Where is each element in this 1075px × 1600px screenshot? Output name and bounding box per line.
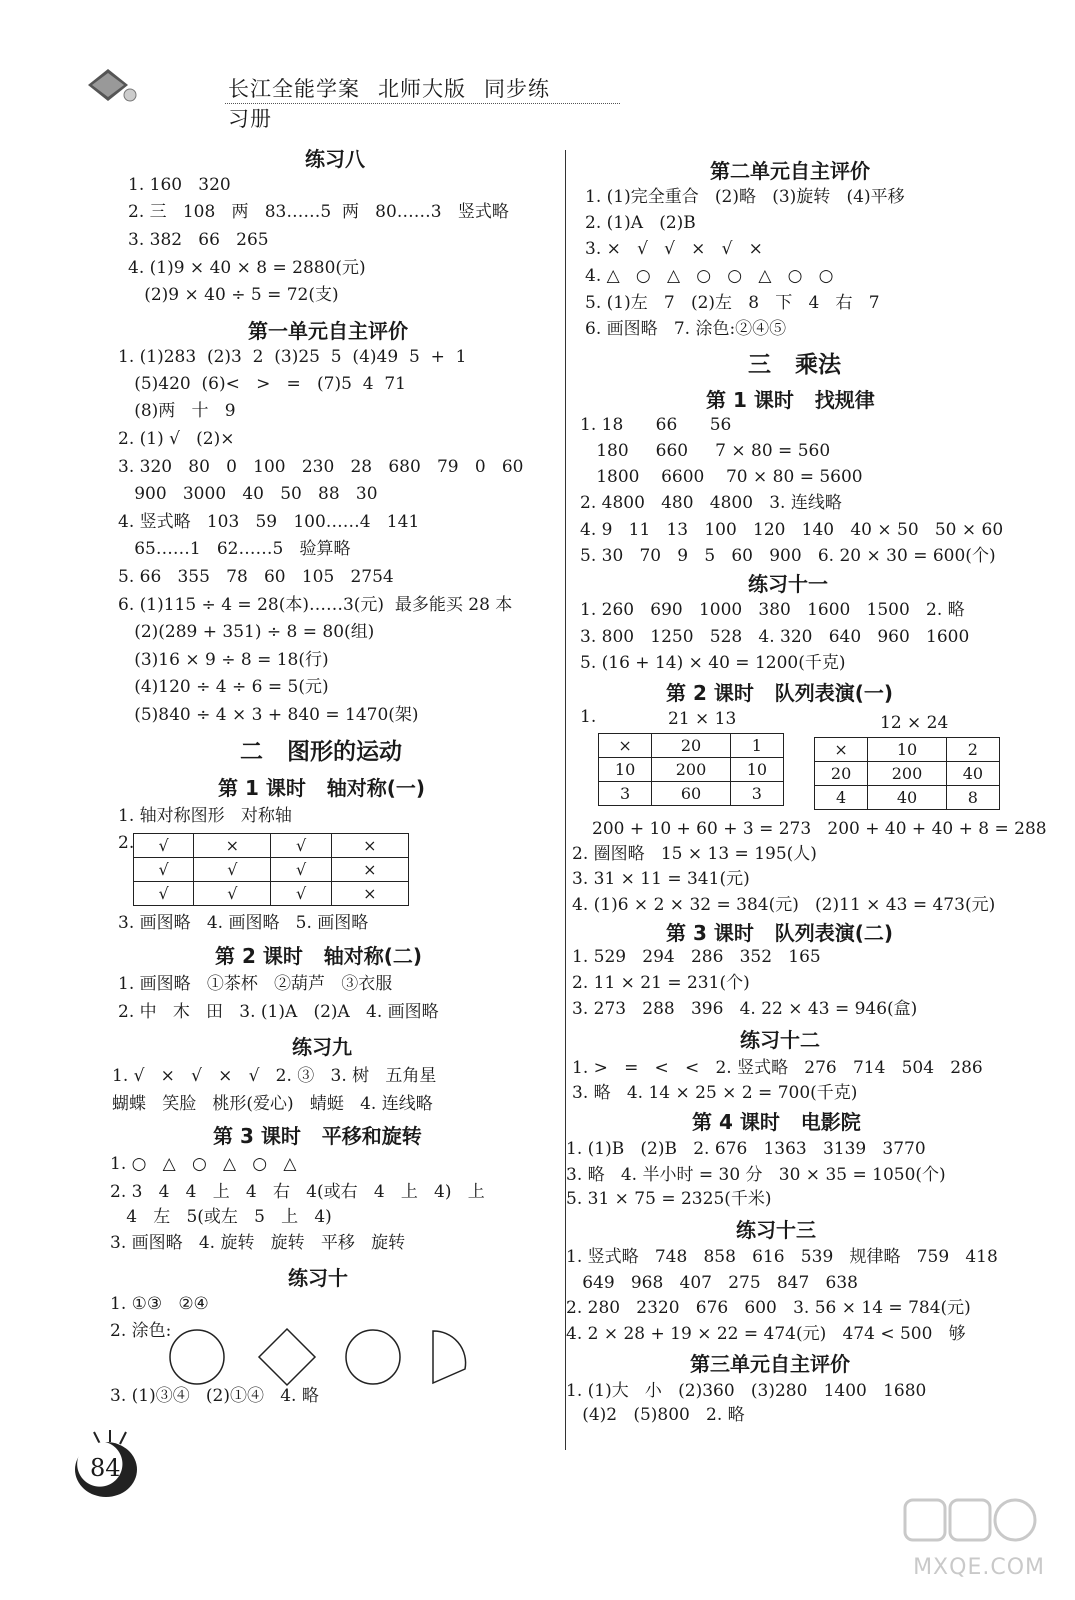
circle-shape bbox=[170, 1330, 224, 1384]
table-cell: √ bbox=[134, 882, 194, 906]
answer-line: (2)9 × 40 ÷ 5 = 72(支) bbox=[128, 285, 339, 305]
watermark-logo-icon bbox=[895, 1490, 1045, 1550]
table-cell: 8 bbox=[946, 786, 999, 810]
section-title-ex11: 练习十一 bbox=[748, 572, 828, 596]
lesson-title-r2: 第 2 课时 队列表演(一) bbox=[666, 681, 894, 705]
answer-line: 2. 三 108 两 83……5 两 80……3 竖式略 bbox=[128, 202, 509, 222]
answer-line: 3. 略 4. 半小时 = 30 分 30 × 35 = 1050(个) bbox=[566, 1165, 946, 1185]
book-logo-icon bbox=[78, 65, 138, 107]
circle-shape-2 bbox=[346, 1330, 400, 1384]
header-edition: 北师大版 bbox=[378, 77, 466, 101]
answer-line: 3. 273 288 396 4. 22 × 43 = 946(盒) bbox=[572, 999, 918, 1019]
answer-line: 6. 画图略 7. 涂色:②④⑤ bbox=[585, 319, 787, 339]
multiplication-table-1 bbox=[598, 733, 784, 806]
answer-line: 200 + 10 + 60 + 3 = 273 200 + 40 + 40 + 8 = 288 bbox=[592, 819, 1047, 839]
answer-line: 1. (1)283 (2)3 2 (3)25 5 (4)49 5 + 1 bbox=[118, 347, 467, 367]
answer-line: 2. (1)A (2)B bbox=[585, 213, 696, 233]
answer-line: 4. (1)9 × 40 × 8 = 2880(元) bbox=[128, 258, 366, 278]
answer-line: 4. 9 11 13 100 120 140 40 × 50 50 × 60 bbox=[580, 520, 1004, 540]
answer-label: 2. bbox=[118, 833, 135, 853]
answer-line: 3. 31 × 11 = 341(元) bbox=[572, 869, 750, 889]
answer-line: (3)16 × 9 ÷ 8 = 18(行) bbox=[118, 650, 329, 670]
table-cell: 4 bbox=[815, 786, 868, 810]
header-divider bbox=[225, 103, 620, 104]
table-cell: 40 bbox=[946, 762, 999, 786]
chapter-title-3: 三 乘法 bbox=[748, 352, 842, 378]
table-cell: 60 bbox=[652, 782, 731, 806]
answer-line: (5)840 ÷ 4 × 3 + 840 = 1470(架) bbox=[118, 705, 419, 725]
section-title-unit1: 第一单元自主评价 bbox=[248, 319, 408, 343]
answer-line: (4)2 (5)800 2. 略 bbox=[566, 1405, 745, 1425]
answer-line: 1. 529 294 286 352 165 bbox=[572, 947, 821, 967]
answer-line: 3. 画图略 4. 画图略 5. 画图略 bbox=[118, 913, 369, 933]
table-cell: √ bbox=[194, 882, 271, 906]
watermark-text: MXQE.COM bbox=[913, 1555, 1045, 1580]
answer-line: (8)两 十 9 bbox=[118, 401, 236, 421]
answer-line: 1800 6600 70 × 80 = 5600 bbox=[580, 467, 863, 487]
table-cell: × bbox=[331, 834, 408, 858]
table-cell: 20 bbox=[652, 734, 731, 758]
equation-label: 12 × 24 bbox=[880, 713, 949, 733]
table-row bbox=[815, 738, 1000, 762]
answer-line: 3. 382 66 265 bbox=[128, 230, 269, 250]
answer-line: 1. 18 66 56 bbox=[580, 415, 732, 435]
section-title-ex12: 练习十二 bbox=[740, 1028, 820, 1052]
table-cell: 200 bbox=[868, 762, 947, 786]
coloring-shapes bbox=[165, 1325, 505, 1390]
answer-line: 1. ①③ ②④ bbox=[110, 1294, 209, 1314]
table-cell: 10 bbox=[730, 758, 783, 782]
answer-line: 2. 圈图略 15 × 13 = 195(人) bbox=[572, 844, 817, 864]
answer-line: 649 968 407 275 847 638 bbox=[566, 1273, 858, 1293]
answer-line: 1. 画图略 ①茶杯 ②葫芦 ③衣服 bbox=[118, 974, 393, 994]
answer-line: 蝴蝶 笑脸 桃形(爱心) 蜻蜓 4. 连线略 bbox=[112, 1094, 433, 1114]
answer-line: 3. 320 80 0 100 230 28 680 79 0 60 bbox=[118, 457, 524, 477]
section-title-ex8: 练习八 bbox=[305, 147, 365, 171]
table-cell: × bbox=[331, 882, 408, 906]
answer-line: (4)120 ÷ 4 ÷ 6 = 5(元) bbox=[118, 677, 329, 697]
section-title-ex13: 练习十三 bbox=[736, 1218, 816, 1242]
answer-line: 1. 260 690 1000 380 1600 1500 2. 略 bbox=[580, 600, 965, 620]
table-cell: 2 bbox=[946, 738, 999, 762]
table-row bbox=[599, 758, 784, 782]
section-title-ex9: 练习九 bbox=[292, 1035, 352, 1059]
table-row bbox=[815, 786, 1000, 810]
answer-line: 1. ○ △ ○ △ ○ △ bbox=[110, 1154, 297, 1174]
chapter-title-2: 二 图形的运动 bbox=[240, 739, 403, 765]
answer-line: 2. (1) √ (2)× bbox=[118, 429, 235, 449]
table-cell: 20 bbox=[815, 762, 868, 786]
table-row bbox=[134, 858, 409, 882]
multiplication-table-2 bbox=[814, 737, 1000, 810]
answer-line: 900 3000 40 50 88 30 bbox=[118, 484, 378, 504]
answer-line: 5. 66 355 78 60 105 2754 bbox=[118, 567, 394, 587]
lesson-title-r3: 第 3 课时 队列表演(二) bbox=[666, 921, 894, 945]
table-cell: √ bbox=[134, 834, 194, 858]
answer-line: 3. (1)③④ (2)①④ 4. 略 bbox=[110, 1386, 319, 1406]
section-title-ex10: 练习十 bbox=[288, 1266, 348, 1290]
page-number: 84 bbox=[90, 1454, 121, 1482]
section-title-unit3: 第三单元自主评价 bbox=[690, 1352, 850, 1376]
answer-line: 3. 略 4. 14 × 25 × 2 = 700(千克) bbox=[572, 1083, 858, 1103]
table-row bbox=[599, 734, 784, 758]
table-row bbox=[134, 834, 409, 858]
answer-line: 2. 中 木 田 3. (1)A (2)A 4. 画图略 bbox=[118, 1002, 439, 1022]
answer-line: 2. 3 4 4 上 4 右 4(或右 4 上 4) 上 bbox=[110, 1182, 485, 1202]
table-row bbox=[134, 882, 409, 906]
answer-line: 4. (1)6 × 2 × 32 = 384(元) (2)11 × 43 = 473(元) bbox=[572, 895, 996, 915]
answer-label: 1. bbox=[580, 707, 597, 727]
answer-line: 1. 竖式略 748 858 616 539 规律略 759 418 bbox=[566, 1247, 998, 1267]
table-cell: √ bbox=[271, 834, 331, 858]
answer-line: 1. (1)大 小 (2)360 (3)280 1400 1680 bbox=[566, 1381, 927, 1401]
lesson-title-1: 第 1 课时 轴对称(一) bbox=[218, 776, 426, 800]
table-row bbox=[599, 782, 784, 806]
table-cell: √ bbox=[134, 858, 194, 882]
answer-line: 3. × √ √ × √ × bbox=[585, 239, 763, 259]
table-cell: × bbox=[331, 858, 408, 882]
answer-line: 3. 800 1250 528 4. 320 640 960 1600 bbox=[580, 627, 970, 647]
answer-line: 5. (16 + 14) × 40 = 1200(千克) bbox=[580, 653, 846, 673]
table-cell: 1 bbox=[730, 734, 783, 758]
table-cell: 200 bbox=[652, 758, 731, 782]
answer-line: 65……1 62……5 验算略 bbox=[118, 539, 351, 559]
table-cell: × bbox=[194, 834, 271, 858]
answer-line: 1. 160 320 bbox=[128, 175, 231, 195]
answer-line: 2. 4800 480 4800 3. 连线略 bbox=[580, 493, 842, 513]
answer-line: 1. √ × √ × √ 2. ③ 3. 树 五角星 bbox=[112, 1066, 437, 1086]
answer-line: 2. 280 2320 676 600 3. 56 × 14 = 784(元) bbox=[566, 1298, 971, 1318]
table-row bbox=[815, 762, 1000, 786]
answer-line: 1. (1)B (2)B 2. 676 1363 3139 3770 bbox=[566, 1139, 926, 1159]
answer-line: 4 左 5(或左 5 上 4) bbox=[110, 1207, 332, 1227]
table-cell: 10 bbox=[868, 738, 947, 762]
answer-line: 3. 画图略 4. 旋转 旋转 平移 旋转 bbox=[110, 1233, 406, 1253]
table-cell: × bbox=[599, 734, 652, 758]
answer-line: (2)(289 + 351) ÷ 8 = 80(组) bbox=[118, 622, 375, 642]
answer-line: 4. 竖式略 103 59 100……4 141 bbox=[118, 512, 420, 532]
answer-line: (5)420 (6)< > = (7)5 4 71 bbox=[118, 374, 406, 394]
table-cell: √ bbox=[194, 858, 271, 882]
lesson-title-2: 第 2 课时 轴对称(二) bbox=[215, 944, 423, 968]
section-title-unit2: 第二单元自主评价 bbox=[710, 159, 870, 183]
lesson-title-3: 第 3 课时 平移和旋转 bbox=[213, 1124, 422, 1148]
page-number-badge bbox=[70, 1430, 140, 1500]
header-book: 长江全能学案 bbox=[228, 77, 360, 101]
table-cell: 3 bbox=[730, 782, 783, 806]
header-type: 同步练习册 bbox=[228, 77, 550, 131]
table-cell: 10 bbox=[599, 758, 652, 782]
answer-line: 1. > = < < 2. 竖式略 276 714 504 286 bbox=[572, 1058, 983, 1078]
answer-line: 4. △ ○ △ ○ ○ △ ○ ○ bbox=[585, 266, 834, 286]
answer-line: 4. 2 × 28 + 19 × 22 = 474(元) 474 < 500 够 bbox=[566, 1324, 966, 1344]
answer-line: 2. 涂色: bbox=[110, 1321, 172, 1341]
table-cell: √ bbox=[271, 858, 331, 882]
answer-line: 1. (1)完全重合 (2)略 (3)旋转 (4)平移 bbox=[585, 187, 905, 207]
answer-line: 5. (1)左 7 (2)左 8 下 4 右 7 bbox=[585, 293, 880, 313]
sector-shape bbox=[433, 1331, 466, 1383]
answer-line: 2. 11 × 21 = 231(个) bbox=[572, 973, 750, 993]
table-cell: × bbox=[815, 738, 868, 762]
equation-label: 21 × 13 bbox=[668, 709, 737, 729]
table-cell: 3 bbox=[599, 782, 652, 806]
answer-line: 5. 31 × 75 = 2325(千米) bbox=[566, 1189, 772, 1209]
answer-line: 5. 30 70 9 5 60 900 6. 20 × 30 = 600(个) bbox=[580, 546, 996, 566]
answer-line: 6. (1)115 ÷ 4 = 28(本)……3(元) 最多能买 28 本 bbox=[118, 595, 513, 615]
lesson-title-r1: 第 1 课时 找规律 bbox=[706, 388, 875, 412]
lesson-title-r4: 第 4 课时 电影院 bbox=[692, 1110, 861, 1134]
watermark bbox=[895, 1490, 1045, 1580]
answer-table bbox=[133, 833, 409, 906]
answer-line: 1. 轴对称图形 对称轴 bbox=[118, 806, 292, 826]
table-cell: 40 bbox=[868, 786, 947, 810]
table-cell: √ bbox=[271, 882, 331, 906]
diamond-shape bbox=[259, 1329, 315, 1385]
answer-line: 180 660 7 × 80 = 560 bbox=[580, 441, 831, 461]
page-header bbox=[70, 55, 570, 131]
